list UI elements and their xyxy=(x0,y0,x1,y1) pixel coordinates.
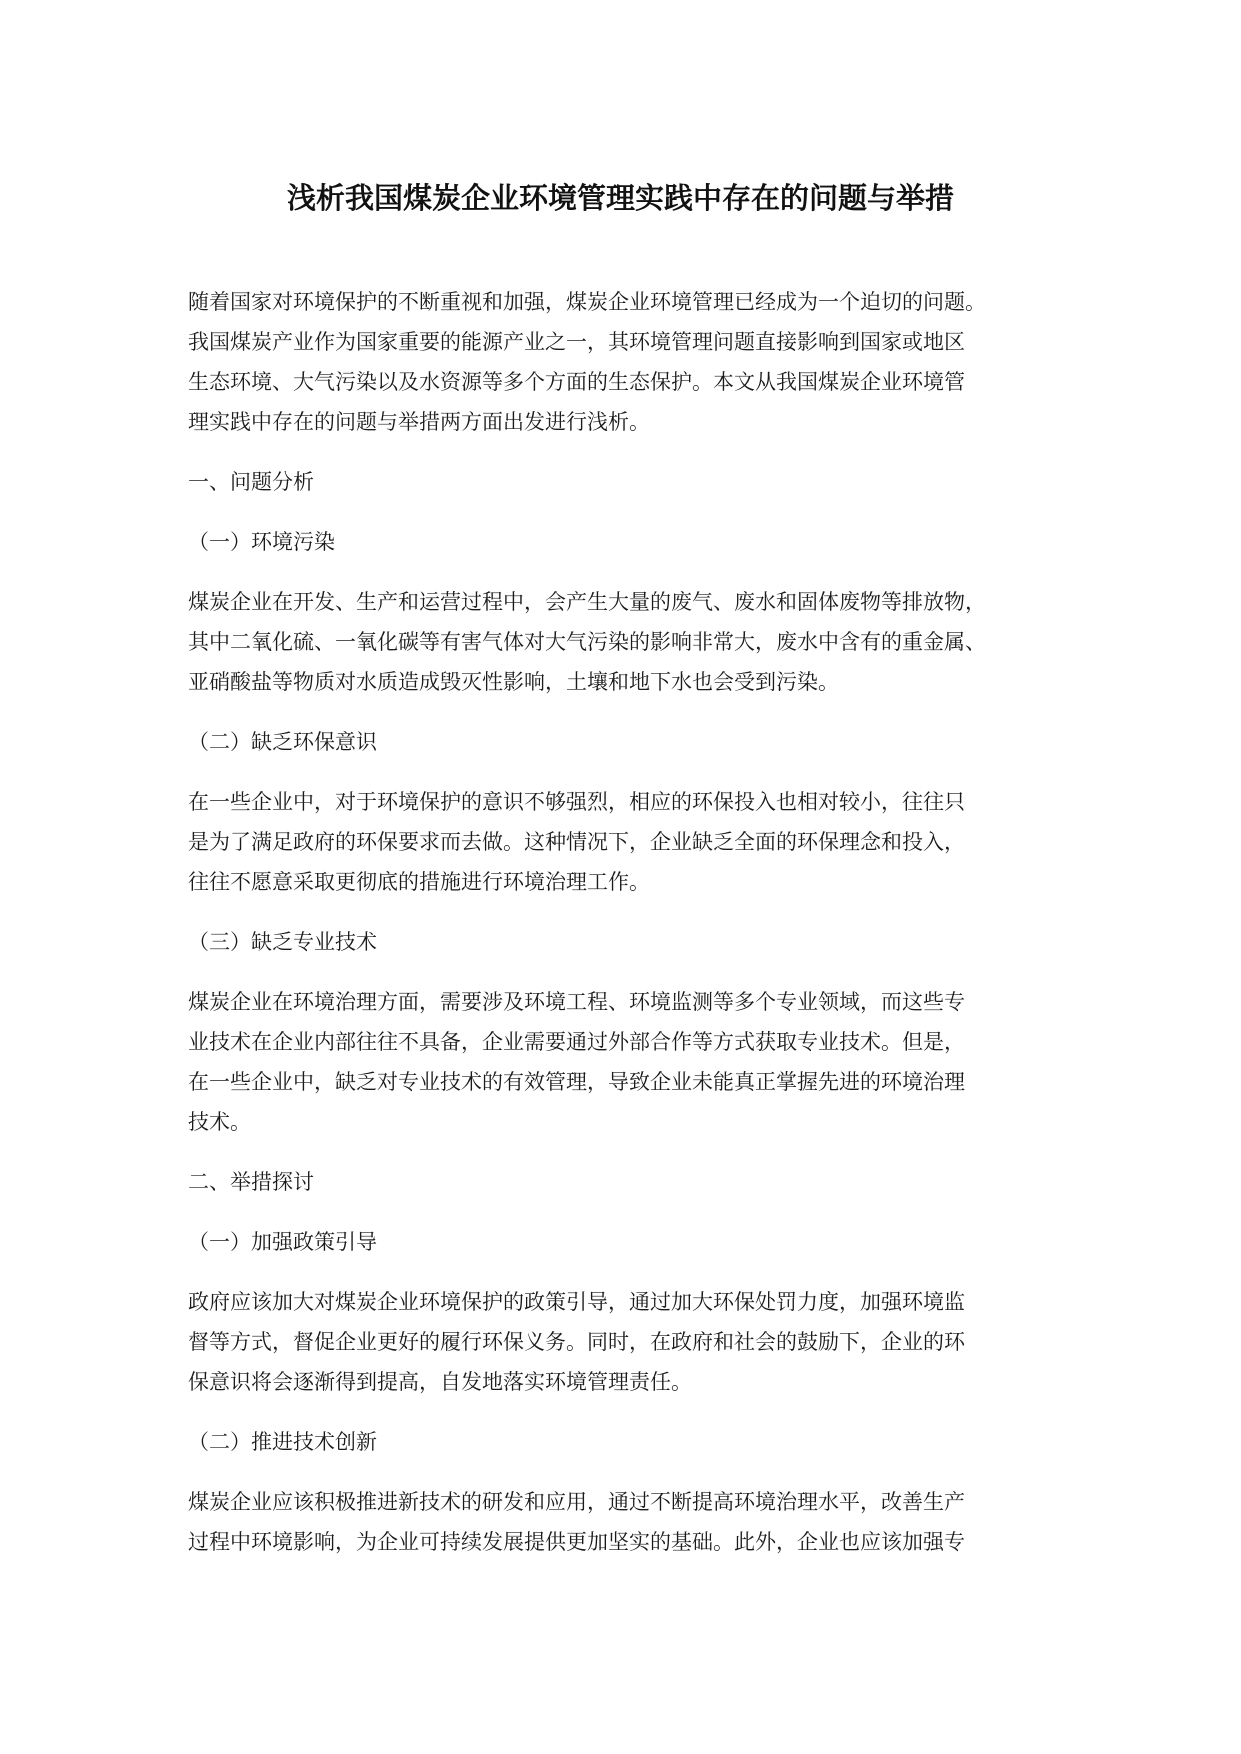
paragraph-line: 保意识将会逐渐得到提高，自发地落实环境管理责任。 xyxy=(188,1370,692,1394)
policy-paragraph xyxy=(188,1282,1088,1402)
paragraph-line: 我国煤炭产业作为国家重要的能源产业之一，其环境管理问题直接影响到国家或地区 xyxy=(188,330,965,354)
pollution-paragraph xyxy=(188,582,1088,702)
technology-paragraph xyxy=(188,982,1088,1142)
document-body xyxy=(188,282,1088,1562)
subsection-heading-policy: （一）加强政策引导 xyxy=(188,1230,377,1254)
subsection-heading-pollution: （一）环境污染 xyxy=(188,530,335,554)
paragraph-line: 技术。 xyxy=(188,1110,251,1134)
paragraph-line: 督等方式，督促企业更好的履行环保义务。同时，在政府和社会的鼓励下，企业的环 xyxy=(188,1330,965,1354)
section-heading-measures: 二、举措探讨 xyxy=(188,1170,314,1194)
paragraph-line: 煤炭企业应该积极推进新技术的研发和应用，通过不断提高环境治理水平，改善生产 xyxy=(188,1490,965,1514)
paragraph-line: 业技术在企业内部往往不具备，企业需要通过外部合作等方式获取专业技术。但是， xyxy=(188,1030,965,1054)
section-heading-problem-analysis: 一、问题分析 xyxy=(188,470,314,494)
paragraph-line: 在一些企业中，缺乏对专业技术的有效管理，导致企业未能真正掌握先进的环境治理 xyxy=(188,1070,965,1094)
subsection-heading-innovation: （二）推进技术创新 xyxy=(188,1430,377,1454)
paragraph-line: 其中二氧化硫、一氧化碳等有害气体对大气污染的影响非常大，废水中含有的重金属、 xyxy=(188,630,986,654)
subsection-heading-awareness: （二）缺乏环保意识 xyxy=(188,730,377,754)
paragraph-line: 往往不愿意采取更彻底的措施进行环境治理工作。 xyxy=(188,870,650,894)
intro-paragraph xyxy=(188,282,1088,442)
awareness-paragraph xyxy=(188,782,1088,902)
paragraph-line: 过程中环境影响，为企业可持续发展提供更加坚实的基础。此外，企业也应该加强专 xyxy=(188,1530,965,1554)
paragraph-line: 煤炭企业在开发、生产和运营过程中，会产生大量的废气、废水和固体废物等排放物， xyxy=(188,590,986,614)
document-title: 浅析我国煤炭企业环境管理实践中存在的问题与举措 xyxy=(286,181,954,215)
paragraph-line: 理实践中存在的问题与举措两方面出发进行浅析。 xyxy=(188,410,650,434)
paragraph-line: 是为了满足政府的环保要求而去做。这种情况下，企业缺乏全面的环保理念和投入， xyxy=(188,830,965,854)
paragraph-line: 生态环境、大气污染以及水资源等多个方面的生态保护。本文从我国煤炭企业环境管 xyxy=(188,370,965,394)
subsection-heading-technology: （三）缺乏专业技术 xyxy=(188,930,377,954)
paragraph-line: 煤炭企业在环境治理方面，需要涉及环境工程、环境监测等多个专业领域，而这些专 xyxy=(188,990,965,1014)
paragraph-line: 政府应该加大对煤炭企业环境保护的政策引导，通过加大环保处罚力度，加强环境监 xyxy=(188,1290,965,1314)
paragraph-line: 在一些企业中，对于环境保护的意识不够强烈，相应的环保投入也相对较小，往往只 xyxy=(188,790,965,814)
paragraph-line: 随着国家对环境保护的不断重视和加强，煤炭企业环境管理已经成为一个迫切的问题。 xyxy=(188,290,986,314)
paragraph-line: 亚硝酸盐等物质对水质造成毁灭性影响，土壤和地下水也会受到污染。 xyxy=(188,670,839,694)
innovation-paragraph xyxy=(188,1482,1088,1562)
